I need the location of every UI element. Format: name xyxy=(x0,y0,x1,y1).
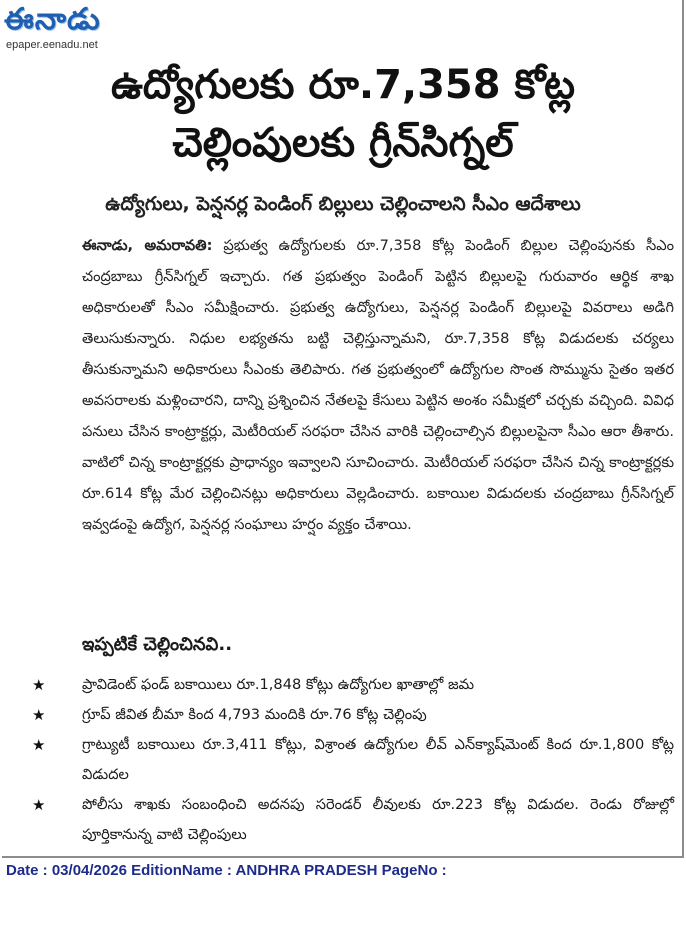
list-item xyxy=(30,790,674,850)
epaper-url: epaper.eenadu.net xyxy=(6,39,98,51)
body-text: ప్రభుత్వ ఉద్యోగులకు రూ.7,358 కోట్ల పెండింగ్ బిల్లుల చెల్లింపునకు సీఎం చంద్రబాబు గ్రీన్‌సిగ్నల్ ఇచ్చారు. గత ప్రభుత్వం పెండింగ్ పెట్టిన బిల్లులపై గురువారం ఆర్థిక శాఖ అధికారులతో సీఎం సమీక్షించారు. ప్రభుత్వ ఉద్యోగులు, పెన్షనర్ల పెండింగ్ బిల్లులపై వివరాలు అడిగి తెలుసుకున్నారు. నిధుల లభ్యతను బట్టి చెల్లిస్తున్నామని, రూ.7,358 కోట్ల విడుదలకు చర్యలు తీసుకున్నామని అధికారులు సీఎంకు తెలిపారు. గత ప్రభుత్వంలో ఉద్యోగుల సొంత సొమ్మును సైతం ఇతర అవసరాలకు మళ్లించారని, దాన్ని ప్రశ్నించిన నేతలపై కేసులు పెట్టిన అంశం సమీక్షలో చర్చకు వచ్చింది. వివిధ పనులు చేసిన కాంట్రాక్టర్లు, మెటీరియల్ సరఫరా చేసిన వారికి చెల్లించాల్సిన బిల్లులపైనా సీఎం ఆరా తీశారు. వాటిలో చిన్న కాంట్రాక్టర్లకు ప్రాధాన్యం ఇవ్వాలని సూచించారు. మెటీరియల్ సరఫరా చేసిన చిన్న కాంట్రాక్టర్లకు రూ.614 కోట్ల మేర చెల్లించినట్లు అధికారులు వెల్లడించారు. బకాయిల విడుదలకు చంద్రబాబు గ్రీన్‌సిగ్నల్ ఇవ్వడంపై ఉద్యోగ, పెన్షనర్ల సంఘాలు హర్షం వ్యక్తం చేశాయి. xyxy=(82,237,675,533)
star-icon: ★ xyxy=(32,676,46,694)
masthead xyxy=(4,2,164,54)
list-item xyxy=(30,730,674,790)
payments-list xyxy=(30,670,674,850)
article-body xyxy=(82,230,674,540)
edition-footer: Date : 03/04/2026 EditionName : ANDHRA PRADESH PageNo : xyxy=(6,862,447,879)
eenadu-logo: ఈనాడు xyxy=(4,2,101,37)
star-icon: ★ xyxy=(32,706,46,724)
headline-line-2: చెల్లింపులకు గ్రీన్‌సిగ్నల్ xyxy=(172,120,514,166)
list-item xyxy=(30,670,674,700)
section-title: ఇప్పటికే చెల్లించినవి.. xyxy=(82,634,233,655)
star-icon: ★ xyxy=(32,796,46,814)
star-icon: ★ xyxy=(32,736,46,754)
subheadline: ఉద్యోగులు, పెన్షనర్ల పెండింగ్ బిల్లులు చెల్లించాలని సీఎం ఆదేశాలు xyxy=(105,193,581,215)
headline-line-1: ఉద్యోగులకు రూ.7,358 కోట్ల xyxy=(110,62,576,108)
dateline: ఈనాడు, అమరావతి: xyxy=(82,237,213,254)
list-item-text: గ్రాట్యుటీ బకాయిలు రూ.3,411 కోట్లు, విశ్రాంత ఉద్యోగుల లీవ్ ఎన్‌క్యాష్‌మెంట్ కింద రూ.1,800 కోట్ల విడుదల xyxy=(82,736,674,783)
list-item xyxy=(30,700,674,730)
list-item-text: గ్రూప్ జీవిత బీమా కింద 4,793 మందికి రూ.76 కోట్ల చెల్లింపు xyxy=(82,706,427,723)
list-item-text: ప్రావిడెంట్ ఫండ్ బకాయిలు రూ.1,848 కోట్లు ఉద్యోగుల ఖాతాల్లో జమ xyxy=(82,676,475,693)
list-item-text: పోలీసు శాఖకు సంబంధించి అదనపు సరెండర్ లీవులకు రూ.223 కోట్ల విడుదల. రెండు రోజుల్లో పూర్తికానున్న వాటి చెల్లింపులు xyxy=(82,796,674,843)
